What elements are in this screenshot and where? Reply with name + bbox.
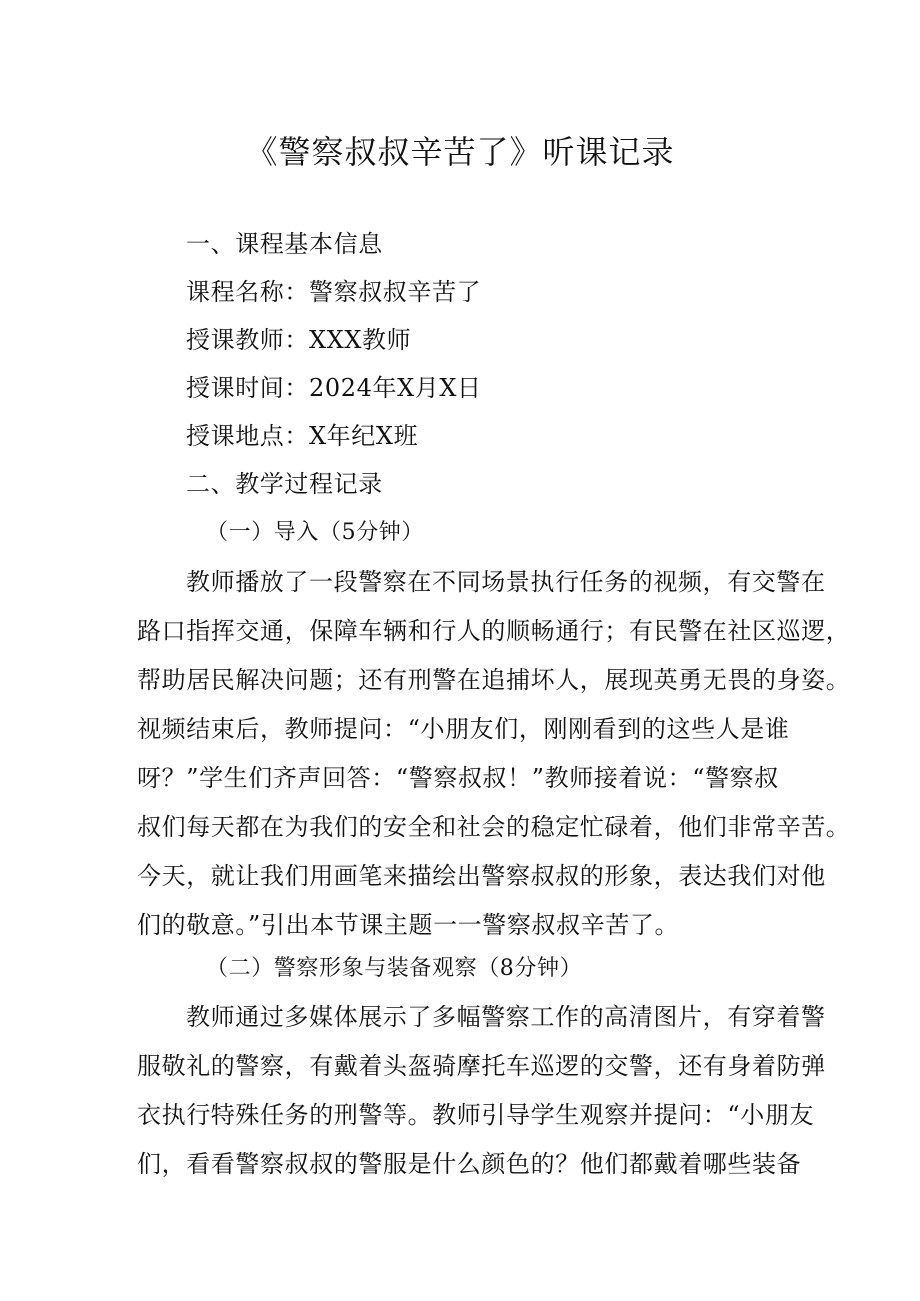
info-location: 授课地点：X年纪X班: [186, 422, 419, 450]
section-heading-basic-info: 一、课程基本信息: [186, 230, 383, 258]
paragraph-line: 路口指挥交通，保障车辆和行人的顺畅通行；有民警在社区巡逻，: [137, 617, 851, 645]
paragraph-line: 衣执行特殊任务的刑警等。教师引导学生观察并提问：“小朋友: [137, 1101, 815, 1129]
paragraph-line: 们的敬意。”引出本节课主题一一警察叔叔辛苦了。: [137, 911, 680, 939]
paragraph-line: 帮助居民解决问题；还有刑警在追捕坏人，展现英勇无畏的身姿。: [137, 666, 851, 694]
paragraph-line: 呀？”学生们齐声回答：“警察叔叔！”教师接着说：“警察叔: [137, 764, 779, 792]
document-title: 《警察叔叔辛苦了》听课记录: [245, 133, 675, 171]
info-teacher: 授课教师：XXX教师: [186, 326, 412, 354]
subsection-heading-observation: （二）警察形象与装备观察（8分钟）: [206, 956, 583, 981]
paragraph-line: 们，看看警察叔叔的警服是什么颜色的？他们都戴着哪些装备: [137, 1150, 802, 1178]
section-heading-process: 二、教学过程记录: [186, 470, 383, 498]
paragraph-line: 服敬礼的警察，有戴着头盔骑摩托车巡逻的交警，还有身着防弹: [137, 1052, 826, 1080]
subsection-heading-intro: （一）导入（5分钟）: [206, 520, 424, 545]
paragraph-line: 教师播放了一段警察在不同场景执行任务的视频，有交警在: [186, 568, 826, 596]
paragraph-line: 教师通过多媒体展示了多幅警察工作的高清图片，有穿着警: [186, 1003, 826, 1031]
paragraph-line: 叔们每天都在为我们的安全和社会的稳定忙碌着，他们非常辛苦。: [137, 813, 851, 841]
paragraph-line: 今天，就让我们用画笔来描绘出警察叔叔的形象，表达我们对他: [137, 862, 826, 890]
info-time: 授课时间：2024年X月X日: [186, 374, 482, 402]
info-course-name: 课程名称：警察叔叔辛苦了: [186, 278, 482, 306]
paragraph-line: 视频结束后，教师提问：“小朋友们，刚刚看到的这些人是谁: [137, 715, 790, 743]
